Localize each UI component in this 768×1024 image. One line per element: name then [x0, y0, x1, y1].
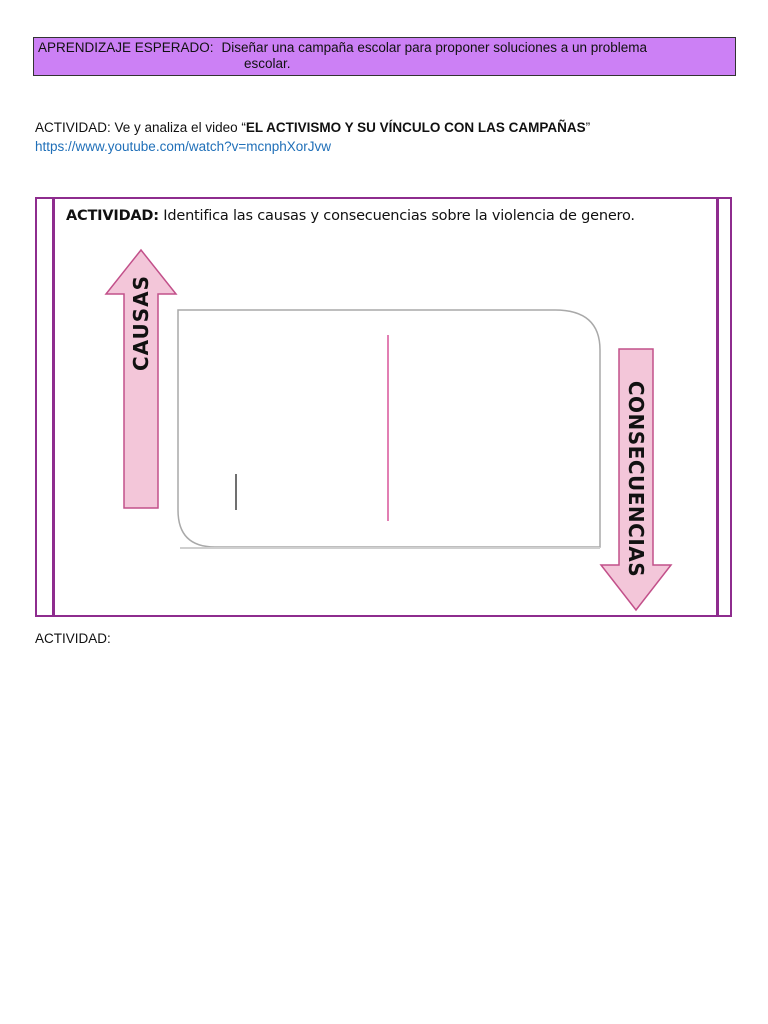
causes-label: CAUSAS	[129, 274, 153, 372]
video-title: EL ACTIVISMO Y SU VÍNCULO CON LAS CAMPAÑAS	[245, 120, 586, 135]
exercise-label: ACTIVIDAD:	[66, 208, 159, 224]
exercise-text: Identifica las causas y consecuencias sobre la violencia de genero.	[158, 208, 635, 224]
answer-box[interactable]	[178, 310, 600, 547]
video-link[interactable]: https://www.youtube.com/watch?v=mcnphXorJvw	[35, 139, 332, 154]
banner-label: APRENDIZAJE ESPERADO:	[38, 40, 214, 55]
footer-activity-label: ACTIVIDAD:	[35, 631, 111, 646]
banner-text-line1: Diseñar una campaña escolar para proponer soluciones a un problema	[221, 40, 648, 55]
consequences-label: CONSECUENCIAS	[624, 380, 648, 578]
banner-text-line2: escolar.	[244, 56, 291, 71]
activity-suffix: ”	[585, 120, 591, 135]
activity-prefix: ACTIVIDAD: Ve y analiza el video “	[35, 120, 246, 135]
